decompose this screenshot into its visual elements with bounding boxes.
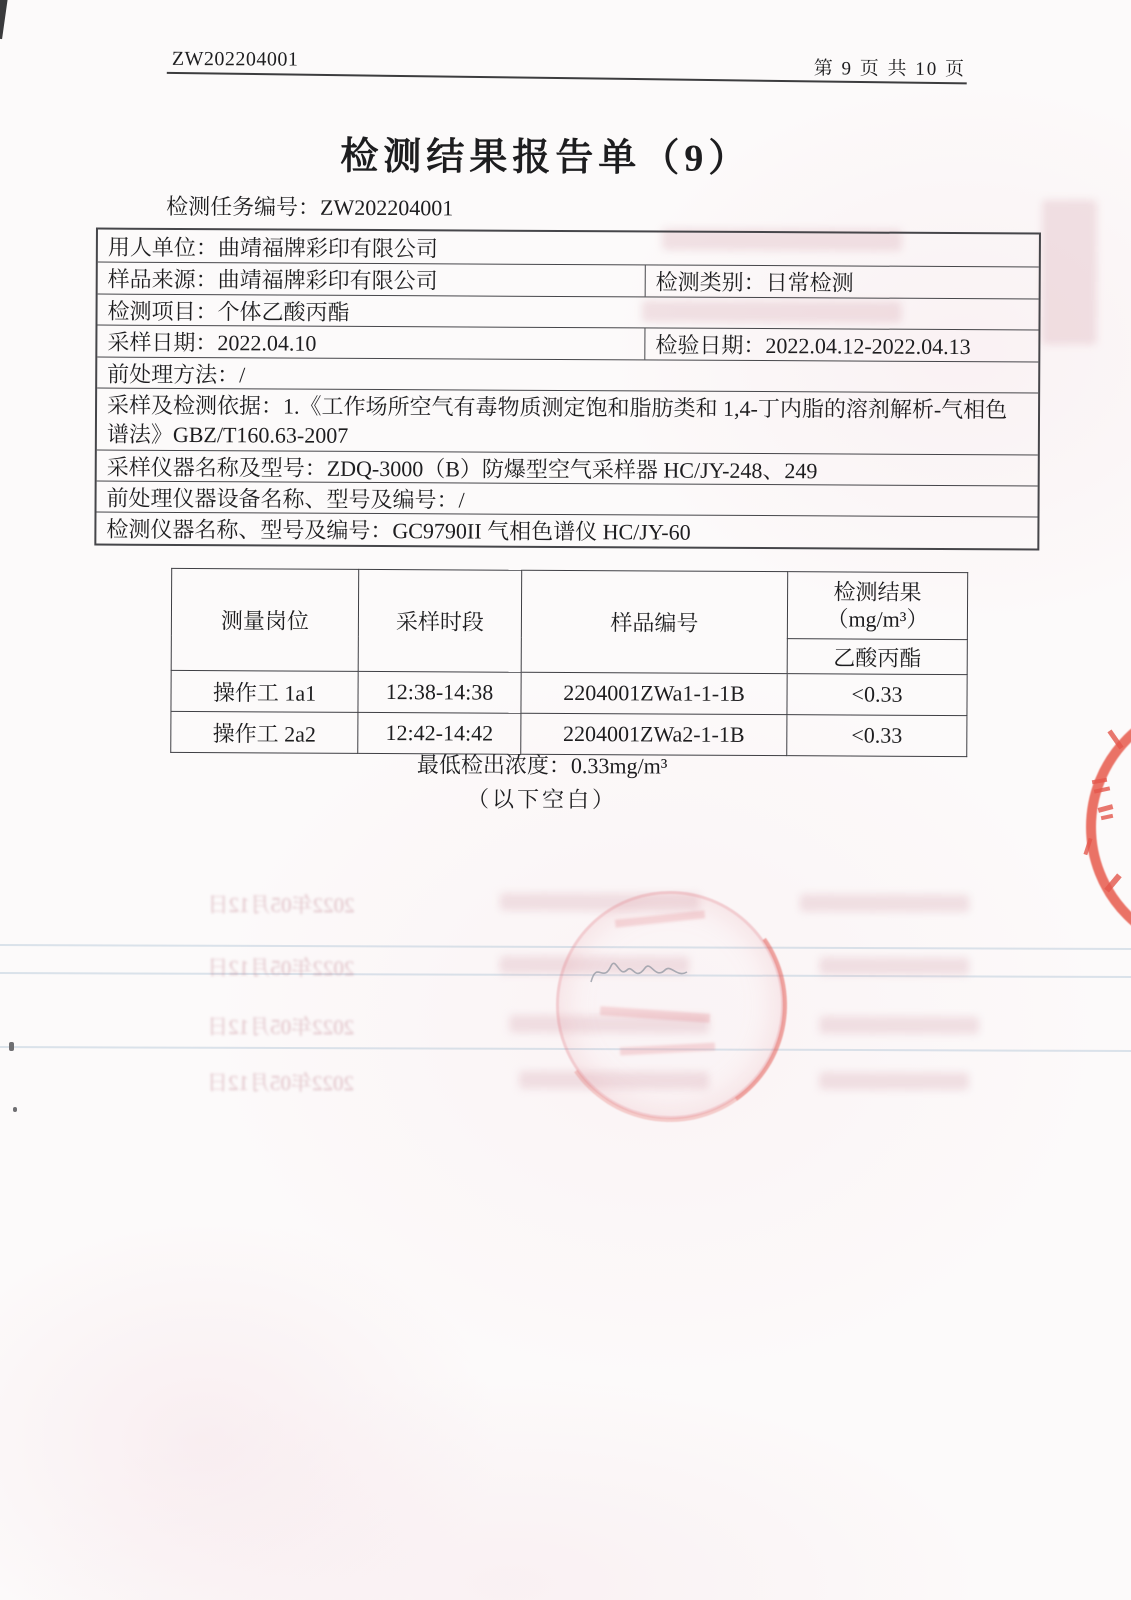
scan-speck	[13, 1107, 17, 1112]
document-number: ZW202204001	[171, 47, 299, 71]
report-title: 检测结果报告单（9）	[340, 135, 752, 180]
pretreatment-method-cell: 前处理方法：/	[107, 361, 246, 387]
basis-cell: 采样及检测依据：1.《工作场所空气有毒物质测定饱和脂肪类和 1,4-丁内脂的溶剂解析-气相色谱法》GBZ/T160.63-2007	[106, 392, 1008, 448]
sample-id-cell: 2204001ZWa1-1-1B	[521, 672, 787, 714]
results-table	[170, 568, 968, 757]
employer-cell: 用人单位：曲靖福牌彩印有限公司	[107, 234, 438, 261]
position-cell: 操作工 2a2	[171, 711, 358, 753]
info-row-test-item	[97, 295, 1038, 331]
info-row-employer	[98, 230, 1039, 268]
results-row-1	[171, 670, 967, 715]
results-header-position: 测量岗位	[171, 568, 359, 671]
info-row-pretreatment-method	[97, 358, 1038, 394]
info-row-pretreatment-instrument	[96, 482, 1037, 518]
info-row-test-instrument	[96, 513, 1037, 549]
time-cell: 12:42-14:42	[358, 712, 521, 754]
task-number-line: 检测任务编号：ZW202204001	[166, 193, 454, 221]
results-header-analyte: 乙酸丙酯	[787, 639, 967, 675]
bleed-text: 2022年05月12日	[207, 1014, 355, 1040]
test-item-cell: 检测项目：个体乙酸丙酯	[107, 298, 350, 325]
pretreatment-instrument-cell: 前处理仪器设备名称、型号及编号：/	[106, 485, 465, 512]
bleed-text: 2022年05月12日	[207, 892, 355, 918]
inspection-date-cell: 检验日期：2022.04.12-2022.04.13	[644, 328, 1038, 361]
results-header-sample-id: 样品编号	[521, 570, 788, 673]
page-number-indicator: 第 9 页 共 10 页	[813, 58, 967, 81]
sample-id-cell: 2204001ZWa2-1-1B	[521, 713, 787, 755]
results-header-result: 检测结果 （mg/m³）	[787, 572, 967, 640]
position-cell: 操作工 1a1	[171, 670, 358, 712]
report-info-table	[94, 228, 1041, 551]
sample-source-cell: 样品来源：曲靖福牌彩印有限公司	[107, 266, 438, 294]
bleed-text: 2022年05月12日	[206, 1070, 355, 1096]
signature-scribble	[585, 948, 695, 996]
result-cell: <0.33	[787, 674, 967, 716]
result-cell: <0.33	[787, 715, 967, 757]
detection-limit-note: 最低检出浓度：0.33mg/m³	[416, 752, 668, 779]
sampling-date-cell: 采样日期：2022.04.10	[107, 329, 317, 356]
results-header-time: 采样时段	[358, 569, 522, 672]
bleed-text: 2022年05月12日	[207, 955, 355, 981]
scan-speck	[9, 1042, 14, 1051]
sampling-instrument-cell: 采样仪器名称及型号：ZDQ-3000（B）防爆型空气采样器 HC/JY-248、249	[106, 454, 818, 483]
test-instrument-cell: 检测仪器名称、型号及编号：GC9790II 气相色谱仪 HC/JY-60	[106, 516, 691, 545]
blank-below-note: （以下空白）	[466, 786, 618, 813]
time-cell: 12:38-14:38	[358, 671, 521, 713]
info-row-basis	[97, 389, 1038, 456]
test-category-cell: 检测类别：日常检测	[645, 265, 1039, 298]
